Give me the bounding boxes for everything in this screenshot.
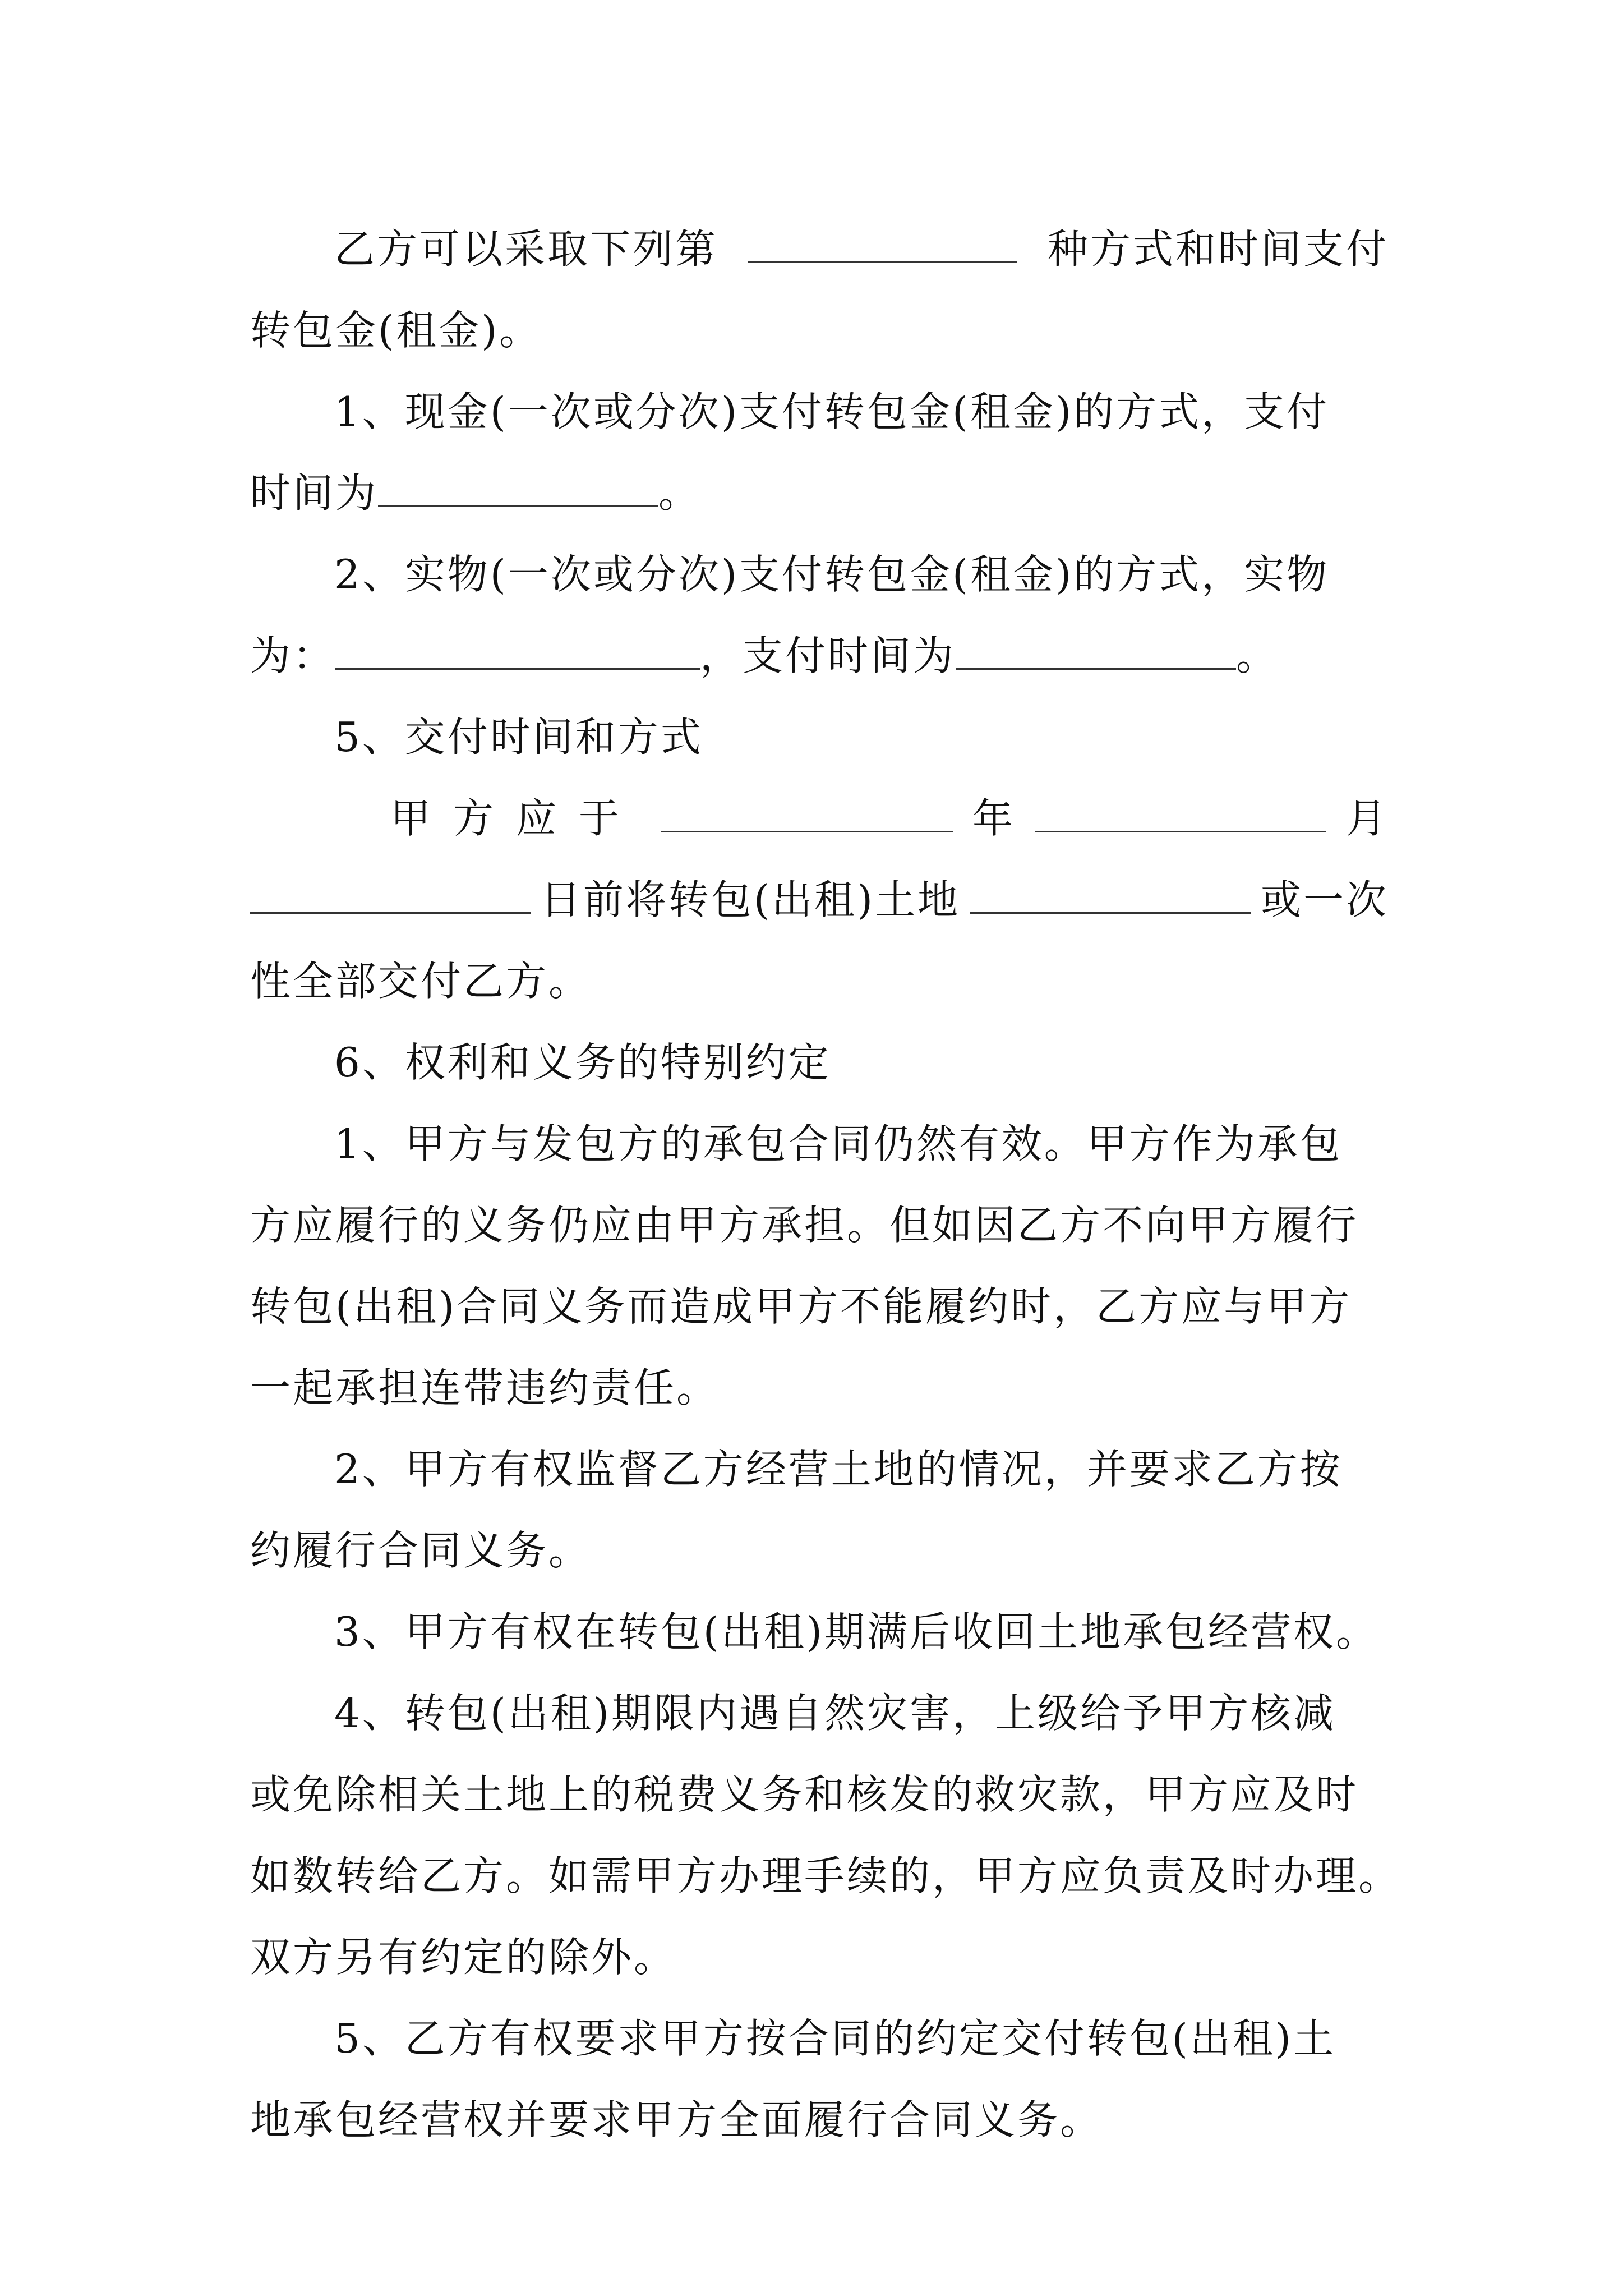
clause-1-line-1: 1、甲方与发包方的承包合同仍然有效。甲方作为承包	[334, 1120, 1343, 1167]
paragraph-payment-method-line-1	[250, 209, 1389, 290]
clause-4-line-3: 如数转给乙方。如需甲方办理手续的，甲方应负责及时办理。	[250, 1852, 1401, 1899]
text-segment: 为：	[250, 632, 336, 679]
text-segment: 。	[1236, 632, 1279, 679]
blank-field-goods[interactable]	[335, 636, 700, 670]
clause-1-line-3: 转包(出租)合同义务而造成甲方不能履约时，乙方应与甲方	[250, 1283, 1352, 1330]
text-segment: ，支付时间为	[700, 632, 956, 679]
clause-2-line-2: 约履行合同义务。	[250, 1527, 592, 1574]
blank-field-cash-payment-time[interactable]	[378, 473, 658, 507]
text-segment: 年	[972, 795, 1015, 842]
clause-3-line-1: 3、甲方有权在转包(出租)期满后收回土地承包经营权。	[334, 1608, 1378, 1655]
contract-body	[250, 209, 1401, 2161]
text-segment: 月	[1345, 795, 1389, 842]
blank-field-land[interactable]	[970, 880, 1251, 914]
clause-4-line-2: 或免除相关土地上的税费义务和核发的救灾款，甲方应及时	[250, 1771, 1359, 1818]
paragraph-payment-method-line-2: 转包金(租金)。	[250, 307, 542, 354]
paragraph-cash-line-1: 1、现金(一次或分次)支付转包金(租金)的方式，支付	[334, 388, 1330, 435]
text-segment: 日前将转包(出租)土地	[540, 876, 961, 923]
clause-4-line-1: 4、转包(出租)期限内遇自然灾害，上级给予甲方核减	[334, 1690, 1336, 1737]
paragraph-delivery-line-1	[250, 778, 1389, 859]
clause-1-line-2: 方应履行的义务仍应由甲方承担。但如因乙方不向甲方履行	[250, 1202, 1359, 1249]
section-heading-rights: 6、权利和义务的特别约定	[334, 1039, 831, 1086]
clause-2-line-1: 2、甲方有权监督乙方经营土地的情况，并要求乙方按	[334, 1446, 1343, 1493]
text-segment: 种方式和时间支付	[1047, 226, 1389, 273]
clause-4-line-4: 双方另有约定的除外。	[250, 1934, 677, 1981]
text-segment: 。	[658, 470, 702, 517]
blank-field-goods-payment-time[interactable]	[956, 636, 1236, 670]
blank-field-month[interactable]	[1035, 798, 1326, 832]
blank-field-year[interactable]	[661, 798, 953, 832]
clause-5-line-1: 5、乙方有权要求甲方按合同的约定交付转包(出租)土	[334, 2015, 1336, 2062]
paragraph-cash-line-2	[250, 453, 1389, 534]
section-heading-delivery: 5、交付时间和方式	[334, 714, 703, 761]
paragraph-goods-line-2	[250, 615, 1389, 697]
text-segment: 时间为	[250, 470, 379, 517]
clause-5-line-2: 地承包经营权并要求甲方全面履行合同义务。	[250, 2096, 1103, 2143]
text-segment: 甲方应于	[390, 795, 642, 842]
blank-field-method-number[interactable]	[748, 229, 1017, 263]
text-segment: 乙方可以采取下列第	[334, 226, 718, 273]
paragraph-goods-line-1: 2、实物(一次或分次)支付转包金(租金)的方式，实物	[334, 551, 1330, 598]
paragraph-delivery-line-2	[250, 859, 1389, 941]
blank-field-day[interactable]	[250, 880, 531, 914]
clause-1-line-4: 一起承担连带违约责任。	[250, 1364, 720, 1411]
paragraph-delivery-line-3: 性全部交付乙方。	[250, 958, 592, 1005]
text-segment: 或一次	[1260, 876, 1389, 923]
